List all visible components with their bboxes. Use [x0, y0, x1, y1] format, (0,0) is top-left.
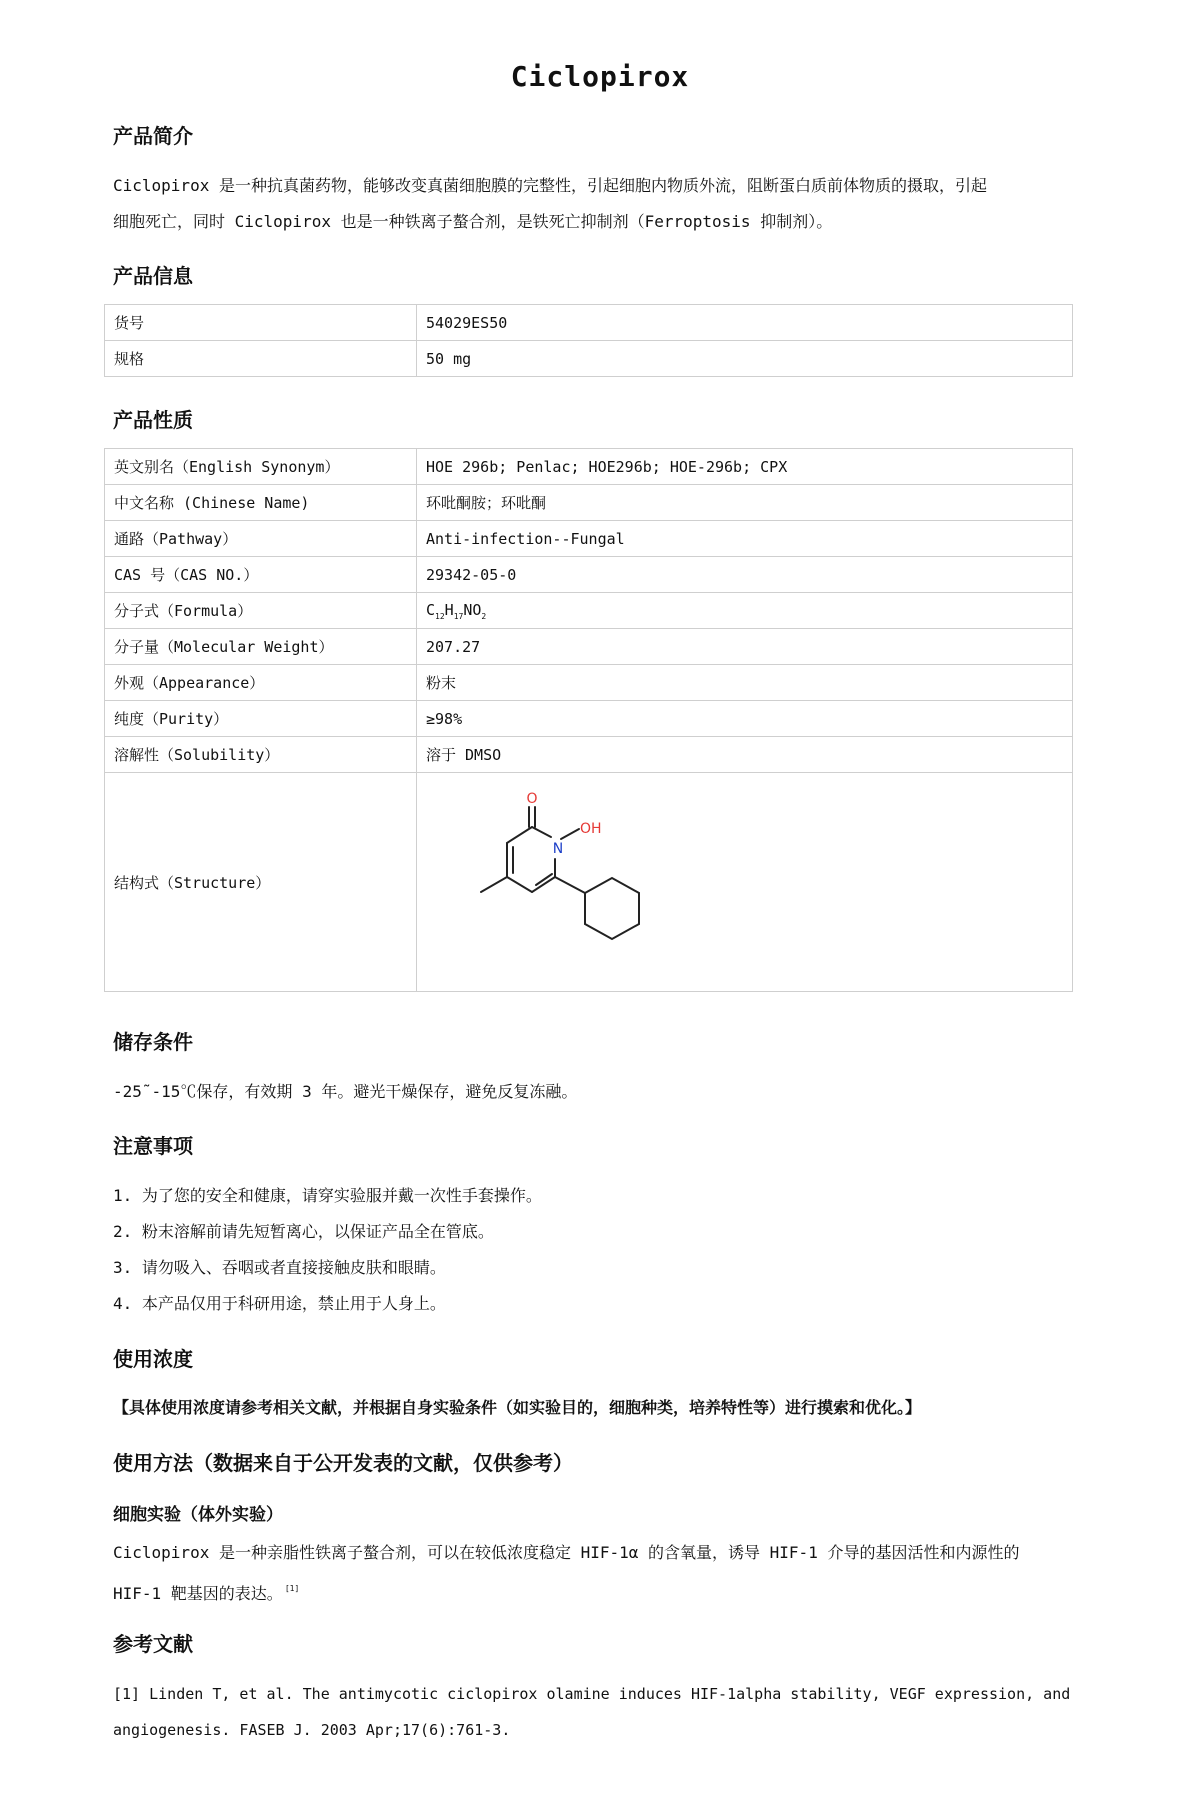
prop-key-appearance: 外观（Appearance） [105, 665, 417, 701]
prop-key-pathway: 通路（Pathway） [105, 521, 417, 557]
list-item: 4. 本产品仅用于科研用途，禁止用于人身上。 [113, 1294, 446, 1313]
storage-heading: 储存条件 [113, 1030, 193, 1054]
table-row [105, 701, 1073, 737]
formula-h-count: 17 [453, 611, 464, 621]
formula-c: C [426, 600, 436, 619]
list-item: 2. 粉末溶解前请先短暂离心，以保证产品全在管底。 [113, 1222, 494, 1241]
atom-label-oxygen: O [526, 791, 538, 807]
prop-key-chinese-name: 中文名称 (Chinese Name) [105, 485, 417, 521]
info-value-catalog: 54029ES50 [417, 305, 1073, 341]
bond [555, 877, 585, 893]
method-paragraph [113, 1535, 1088, 1612]
bond [532, 827, 551, 837]
table-row [105, 773, 1073, 992]
prop-key-solubility: 溶解性（Solubility） [105, 737, 417, 773]
prop-value-chinese-name: 环吡酮胺；环吡酮 [417, 485, 1073, 521]
props-heading: 产品性质 [113, 408, 193, 432]
prop-key-cas: CAS 号（CAS NO.） [105, 557, 417, 593]
bond [561, 829, 579, 839]
structure-diagram [437, 777, 737, 987]
info-key-size: 规格 [105, 341, 417, 377]
method-subheading: 细胞实验（体外实验） [113, 1505, 283, 1525]
prop-value-mw: 207.27 [417, 629, 1073, 665]
notes-list [113, 1178, 542, 1322]
bond [507, 827, 532, 843]
list-item: 3. 请勿吸入、吞咽或者直接接触皮肤和眼睛。 [113, 1258, 446, 1277]
info-key-catalog: 货号 [105, 305, 417, 341]
table-row [105, 341, 1073, 377]
prop-value-structure [417, 773, 1073, 992]
references-heading: 参考文献 [113, 1632, 193, 1656]
formula-c-count: 12 [435, 611, 445, 621]
prop-value-purity: ≥98% [417, 701, 1073, 737]
prop-value-appearance: 粉末 [417, 665, 1073, 701]
intro-heading: 产品简介 [113, 124, 193, 148]
atom-label-nitrogen: N [552, 841, 564, 857]
info-value-size: 50 mg [417, 341, 1073, 377]
page-title: Ciclopirox [510, 60, 690, 93]
table-row [105, 305, 1073, 341]
table-row [105, 449, 1073, 485]
prop-key-structure: 结构式（Structure） [105, 773, 417, 992]
table-row [105, 629, 1073, 665]
table-row [105, 665, 1073, 701]
reference-line-2: angiogenesis. FASEB J. 2003 Apr;17(6):761-3. [113, 1721, 511, 1739]
table-row [105, 557, 1073, 593]
storage-text: -25˜-15℃保存，有效期 3 年。避光干燥保存，避免反复冻融。 [113, 1082, 578, 1101]
concentration-text: 【具体使用浓度请参考相关文献，并根据自身实验条件（如实验目的，细胞种类，培养特性等）进行摸索和优化。】 [113, 1398, 922, 1417]
structure-bonds [481, 807, 639, 939]
table-row [105, 521, 1073, 557]
intro-paragraph [113, 168, 1088, 240]
product-info-table [104, 304, 1073, 377]
method-line-2: HIF-1 靶基因的表达。 [113, 1584, 283, 1603]
bond [481, 877, 507, 892]
info-heading: 产品信息 [113, 264, 193, 288]
table-row [105, 593, 1073, 629]
concentration-heading: 使用浓度 [113, 1347, 193, 1371]
prop-value-formula [417, 593, 1073, 629]
notes-heading: 注意事项 [113, 1134, 193, 1158]
formula-o-count: 2 [481, 611, 487, 621]
intro-line-2: 细胞死亡，同时 Ciclopirox 也是一种铁离子螯合剂，是铁死亡抑制剂（Ferroptosis 抑制剂）。 [113, 212, 833, 231]
atom-label-hydroxyl: OH [580, 821, 602, 837]
table-row [105, 485, 1073, 521]
prop-key-synonym: 英文别名（English Synonym） [105, 449, 417, 485]
prop-value-pathway: Anti-infection--Fungal [417, 521, 1073, 557]
reference-line-1: [1] Linden T, et al. The antimycotic ciclopirox olamine induces HIF-1alpha stability, VEGF expression, and [113, 1685, 1071, 1703]
formula-no: NO [463, 600, 482, 619]
method-line-1: Ciclopirox 是一种亲脂性铁离子螯合剂，可以在较低浓度稳定 HIF-1α 的含氧量，诱导 HIF-1 介导的基因活性和内源性的 [113, 1543, 1020, 1562]
prop-value-cas: 29342-05-0 [417, 557, 1073, 593]
prop-value-solubility: 溶于 DMSO [417, 737, 1073, 773]
properties-table [104, 448, 1073, 992]
intro-line-1: Ciclopirox 是一种抗真菌药物，能够改变真菌细胞膜的完整性，引起细胞内物质外流，阻断蛋白质前体物质的摄取，引起 [113, 176, 987, 195]
prop-value-synonym: HOE 296b; Penlac; HOE296b; HOE-296b; CPX [417, 449, 1073, 485]
prop-key-mw: 分子量（Molecular Weight） [105, 629, 417, 665]
table-row [105, 737, 1073, 773]
citation-mark: [1] [284, 1584, 300, 1593]
cyclohexyl-ring [585, 878, 639, 939]
method-line-2-wrap [113, 1571, 1088, 1612]
prop-key-purity: 纯度（Purity） [105, 701, 417, 737]
prop-key-formula: 分子式（Formula） [105, 593, 417, 629]
list-item: 1. 为了您的安全和健康，请穿实验服并戴一次性手套操作。 [113, 1186, 542, 1205]
references-list [113, 1676, 1088, 1748]
bond [507, 877, 532, 892]
formula-h: H [444, 600, 454, 619]
method-heading: 使用方法（数据来自于公开发表的文献，仅供参考） [113, 1451, 573, 1475]
